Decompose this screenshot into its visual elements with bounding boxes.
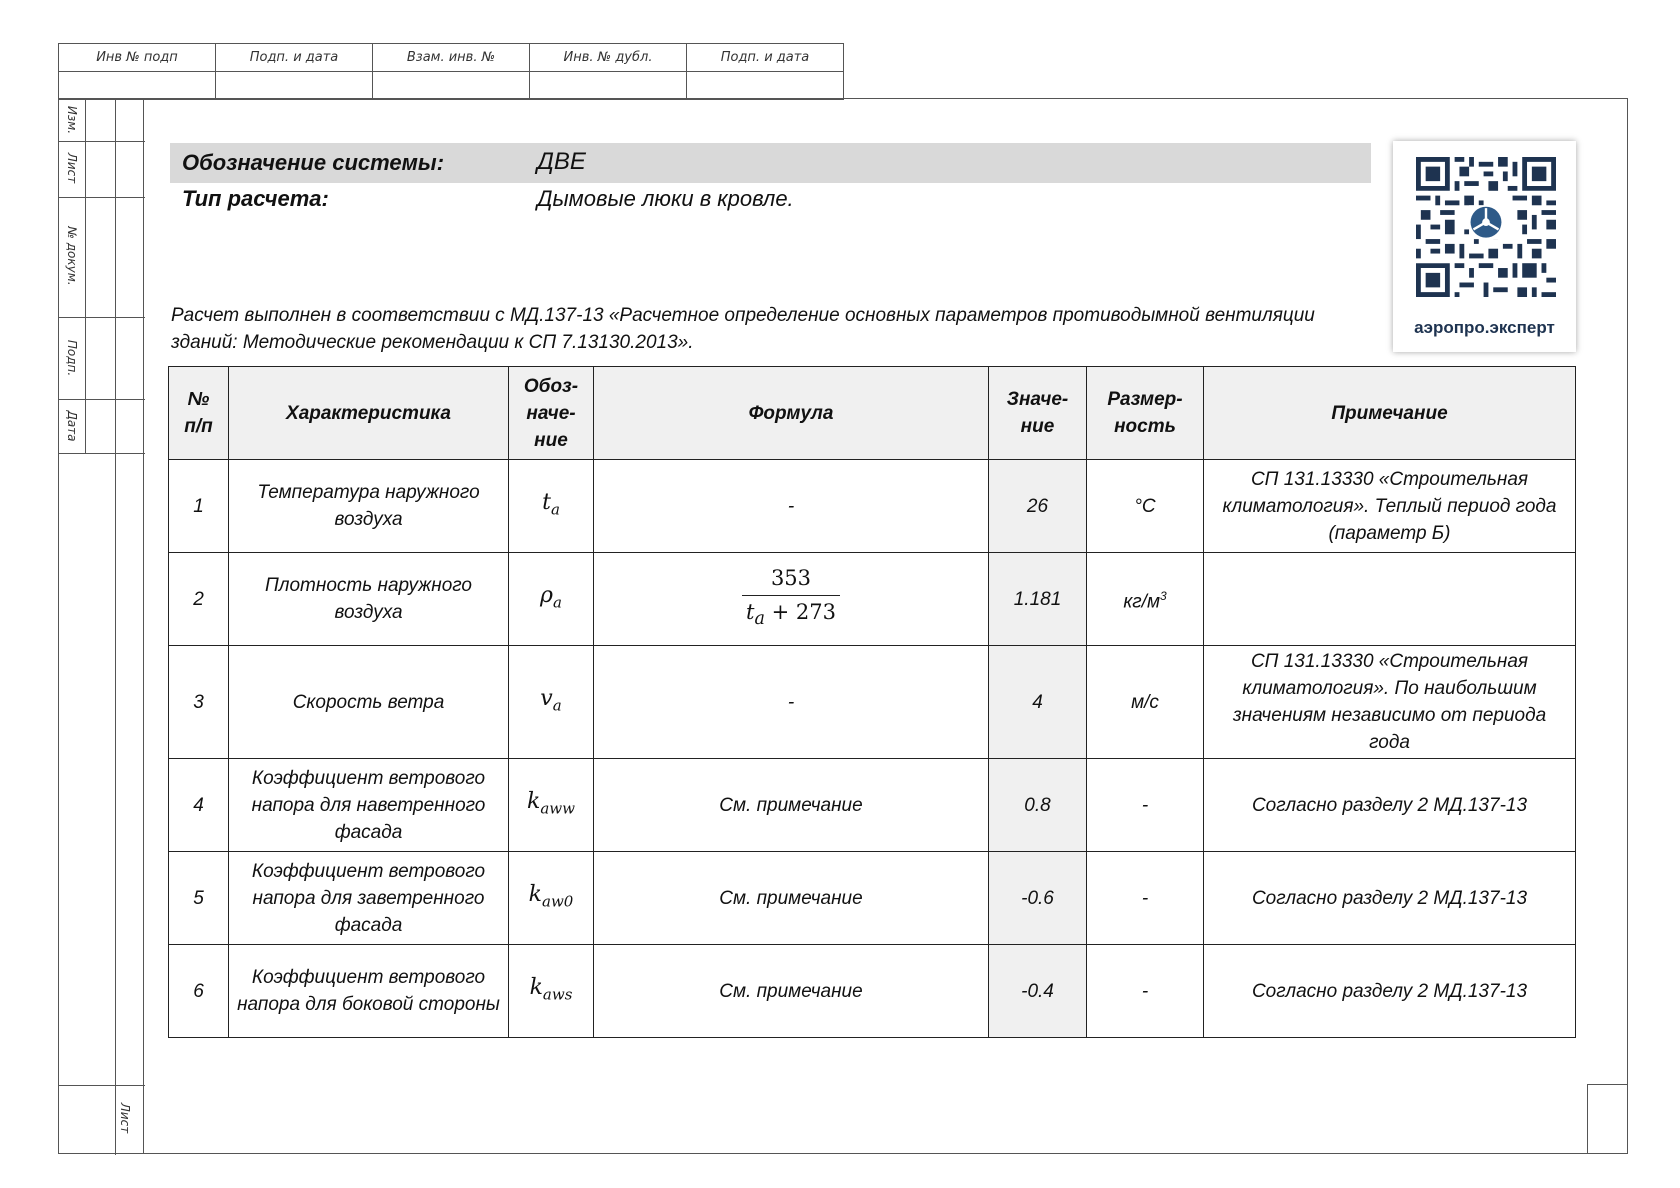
row-value: -0.6 (989, 852, 1087, 945)
density-fraction (742, 565, 840, 633)
stamp-top-header: Подп. и дата (216, 44, 373, 72)
row-symbol: $k_{aws}$ (509, 945, 594, 1038)
row-note: СП 131.13330 «Строительная климатология». Теплый период года (параметр Б) (1204, 460, 1576, 553)
stamp-top-cell (687, 72, 844, 100)
intro-text: Расчет выполнен в соответствии с МД.137-13 «Расчетное определение основных параметров противодымной вентиляции зданий: Методические рекомендации к СП 7.13130.2013». (171, 305, 1315, 353)
row-number: 3 (169, 646, 229, 759)
row-note: Согласно разделу 2 МД.137-13 (1204, 759, 1576, 852)
stamp-top-header: Инв. № дубл. (530, 44, 687, 72)
row-number: 4 (169, 759, 229, 852)
fraction-denominator: $t_a + 273$ (742, 595, 840, 633)
calc-type-value: Дымовые люки в кровле. (537, 186, 794, 211)
table-header-row (169, 367, 1576, 460)
row-unit: - (1087, 852, 1204, 945)
row-symbol: $k_{aw0}$ (509, 852, 594, 945)
row-symbol: $\rho_a$ (509, 553, 594, 646)
stamp-top-cell (59, 72, 216, 100)
side-label: № докум. (65, 226, 79, 286)
side-divider (59, 399, 145, 400)
header-value: Значе- ние (989, 367, 1087, 460)
stamp-top-header: Взам. инв. № (373, 44, 530, 72)
row-formula: - (594, 646, 989, 759)
row-unit: °C (1087, 460, 1204, 553)
table-row (169, 460, 1576, 553)
row-characteristic: Температура наружного воздуха (229, 460, 509, 553)
side-label: Изм. (65, 105, 79, 135)
row-value: 26 (989, 460, 1087, 553)
row-characteristic: Коэффициент ветрового напора для заветренного фасада (229, 852, 509, 945)
row-value: 4 (989, 646, 1087, 759)
side-label: Лист (65, 152, 79, 184)
header-unit: Размер- ность (1087, 367, 1204, 460)
header-characteristic: Характеристика (229, 367, 509, 460)
stamp-top-header: Подп. и дата (687, 44, 844, 72)
row-value: 0.8 (989, 759, 1087, 852)
header-designation: Обоз- наче- ние (509, 367, 594, 460)
sheet-label-bottom: Лист (118, 1102, 132, 1134)
row-note: СП 131.13330 «Строительная климатология». По наибольшим значениям независимо от периода года (1204, 646, 1576, 759)
row-value: -0.4 (989, 945, 1087, 1038)
calc-type-label: Тип расчета: (182, 186, 329, 211)
row-number: 1 (169, 460, 229, 553)
stamp-top-cell (216, 72, 373, 100)
qr-caption: аэропро.эксперт (1414, 318, 1555, 337)
row-number: 6 (169, 945, 229, 1038)
stamp-side-strip (58, 98, 144, 1154)
table-row (169, 553, 1576, 646)
row-value: 1.181 (989, 553, 1087, 646)
row-formula: См. примечание (594, 759, 989, 852)
qr-code-icon (1416, 157, 1556, 297)
row-number: 2 (169, 553, 229, 646)
row-formula: См. примечание (594, 945, 989, 1038)
row-note: Согласно разделу 2 МД.137-13 (1204, 852, 1576, 945)
row-characteristic: Скорость ветра (229, 646, 509, 759)
side-divider (115, 99, 116, 1155)
row-formula: См. примечание (594, 852, 989, 945)
calculation-table (168, 366, 1576, 1038)
row-unit: $кг/м^3$ (1087, 553, 1204, 646)
side-divider (59, 453, 145, 454)
row-characteristic: Коэффициент ветрового напора для наветренного фасада (229, 759, 509, 852)
row-characteristic: Плотность наружного воздуха (229, 553, 509, 646)
table-row (169, 646, 1576, 759)
side-label: Подп. (65, 339, 79, 377)
row-symbol: $v_a$ (509, 646, 594, 759)
table-row (169, 759, 1576, 852)
stamp-top-cell (530, 72, 687, 100)
row-number: 5 (169, 852, 229, 945)
fraction-numerator: 353 (770, 565, 812, 590)
side-divider (59, 1085, 145, 1086)
row-unit: - (1087, 945, 1204, 1038)
stamp-top-header: Инв № подп (59, 44, 216, 72)
row-symbol: $k_{aww}$ (509, 759, 594, 852)
row-formula: - (594, 460, 989, 553)
table-row (169, 852, 1576, 945)
row-note: Согласно разделу 2 МД.137-13 (1204, 945, 1576, 1038)
row-characteristic: Коэффициент ветрового напора для боковой стороны (229, 945, 509, 1038)
row-unit: м/с (1087, 646, 1204, 759)
row-note (1204, 553, 1576, 646)
table-row (169, 945, 1576, 1038)
qr-card[interactable] (1393, 141, 1576, 352)
header-number: № п/п (169, 367, 229, 460)
row-unit: - (1087, 759, 1204, 852)
side-divider (59, 317, 145, 318)
side-label: Дата (65, 410, 79, 442)
stamp-top-cell (373, 72, 530, 100)
header-note: Примечание (1204, 367, 1576, 460)
system-label: Обозначение системы: (182, 150, 445, 175)
header-formula: Формула (594, 367, 989, 460)
side-divider (59, 197, 145, 198)
row-formula (594, 553, 989, 646)
sheet-number-box (1587, 1084, 1627, 1153)
stamp-top-table (58, 43, 844, 100)
system-value: ДВЕ (537, 148, 586, 175)
row-symbol: $t_a$ (509, 460, 594, 553)
